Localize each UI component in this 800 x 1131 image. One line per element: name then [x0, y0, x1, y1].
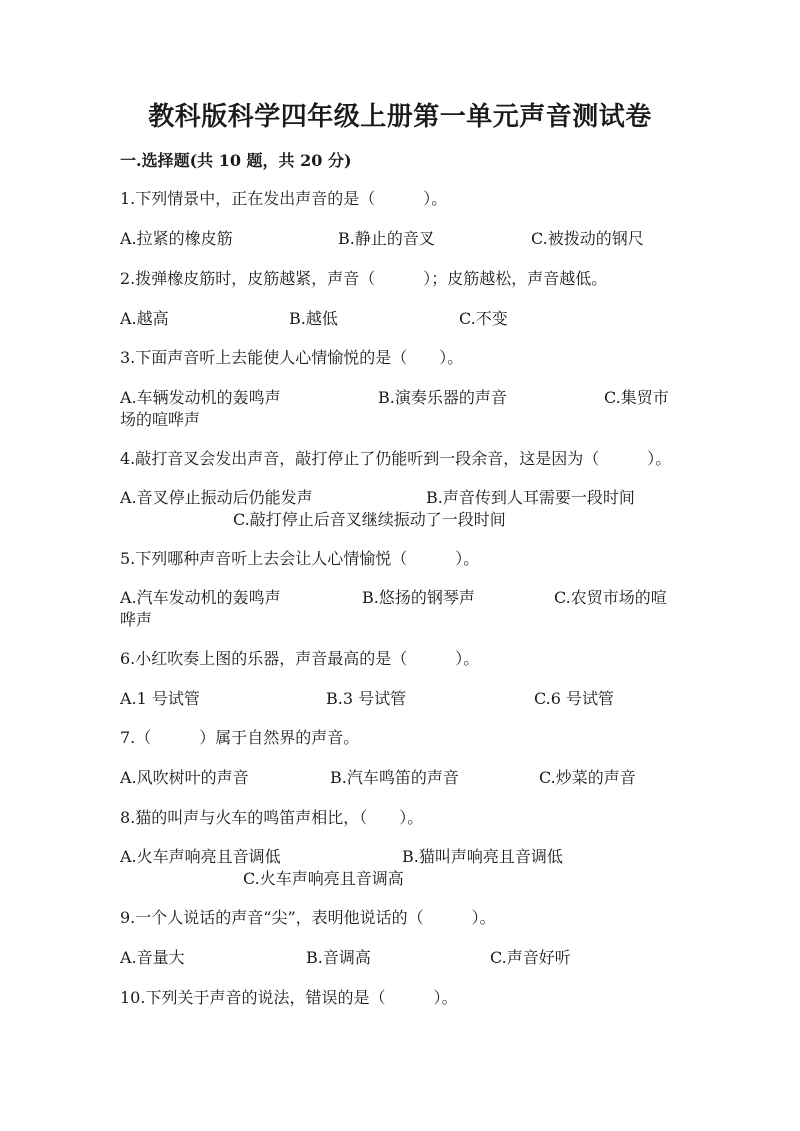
q9-option-b: B.音调高 [306, 948, 371, 967]
q5-option-a: A.汽车发动机的轰鸣声 [120, 588, 281, 607]
q2-option-a: A.越高 [120, 309, 169, 328]
question-4-options [120, 487, 680, 531]
q5-option-b: B.悠扬的钢琴声 [362, 588, 475, 607]
q3-option-b: B.演奏乐器的声音 [378, 388, 507, 407]
q4-option-a: A.音叉停止振动后仍能发声 [120, 488, 313, 507]
q6-option-c: C.6 号试管 [534, 689, 615, 708]
question-9-options [120, 947, 680, 969]
question-8-stem: 8.猫的叫声与火车的鸣笛声相比，（ ）。 [120, 808, 424, 827]
q6-option-a: A.1 号试管 [120, 689, 200, 708]
question-2-options [120, 308, 680, 330]
q7-option-b: B.汽车鸣笛的声音 [330, 768, 459, 787]
q3-option-c-continued: 场的喧哗声 [120, 410, 201, 429]
q8-option-b: B.猫叫声响亮且音调低 [402, 847, 563, 866]
section-heading: 一.选择题(共 10 题，共 20 分) [120, 151, 352, 170]
page-title: 教科版科学四年级上册第一单元声音测试卷 [148, 102, 652, 132]
question-10-stem: 10.下列关于声音的说法，错误的是（ ）。 [120, 988, 458, 1007]
question-9-stem: 9.一个人说话的声音“尖”，表明他说话的（ ）。 [120, 908, 496, 927]
question-2-stem: 2.拨弹橡皮筋时，皮筋越紧，声音（ ）；皮筋越松，声音越低。 [120, 269, 608, 288]
q7-option-a: A.风吹树叶的声音 [120, 768, 249, 787]
q4-option-b: B.声音传到人耳需要一段时间 [426, 488, 635, 507]
q9-option-c: C.声音好听 [490, 948, 571, 967]
q2-option-b: B.越低 [289, 309, 338, 328]
q6-option-b: B.3 号试管 [326, 689, 407, 708]
q3-option-c: C.集贸市 [604, 388, 669, 407]
question-3-options [120, 387, 680, 431]
q1-option-b: B.静止的音叉 [338, 229, 435, 248]
q5-option-c-continued: 哗声 [120, 610, 153, 629]
question-1-stem: 1.下列情景中，正在发出声音的是（ ）。 [120, 189, 448, 208]
q8-option-c: C.火车声响亮且音调高 [243, 869, 404, 888]
question-7-options [120, 767, 680, 789]
question-6-options [120, 688, 680, 710]
q5-option-c: C.农贸市场的喧 [554, 588, 667, 607]
question-6-stem: 6.小红吹奏上图的乐器，声音最高的是（ ）。 [120, 649, 480, 668]
q7-option-c: C.炒菜的声音 [539, 768, 636, 787]
q2-option-c: C.不变 [459, 309, 508, 328]
q4-option-c: C.敲打停止后音叉继续振动了一段时间 [233, 510, 506, 529]
question-5-stem: 5.下列哪种声音听上去会让人心情愉悦（ ）。 [120, 549, 480, 568]
question-7-stem: 7.（ ）属于自然界的声音。 [120, 728, 360, 747]
question-5-options [120, 587, 680, 631]
question-3-stem: 3.下面声音听上去能使人心情愉悦的是（ ）。 [120, 348, 464, 367]
q8-option-a: A.火车声响亮且音调低 [120, 847, 281, 866]
question-8-options [120, 846, 680, 890]
question-1-options [120, 228, 680, 250]
q3-option-a: A.车辆发动机的轰鸣声 [120, 388, 281, 407]
q1-option-a: A.拉紧的橡皮筋 [120, 229, 233, 248]
q9-option-a: A.音量大 [120, 948, 185, 967]
q1-option-c: C.被拨动的钢尺 [531, 229, 644, 248]
question-4-stem: 4.敲打音叉会发出声音，敲打停止了仍能听到一段余音，这是因为（ ）。 [120, 449, 672, 468]
